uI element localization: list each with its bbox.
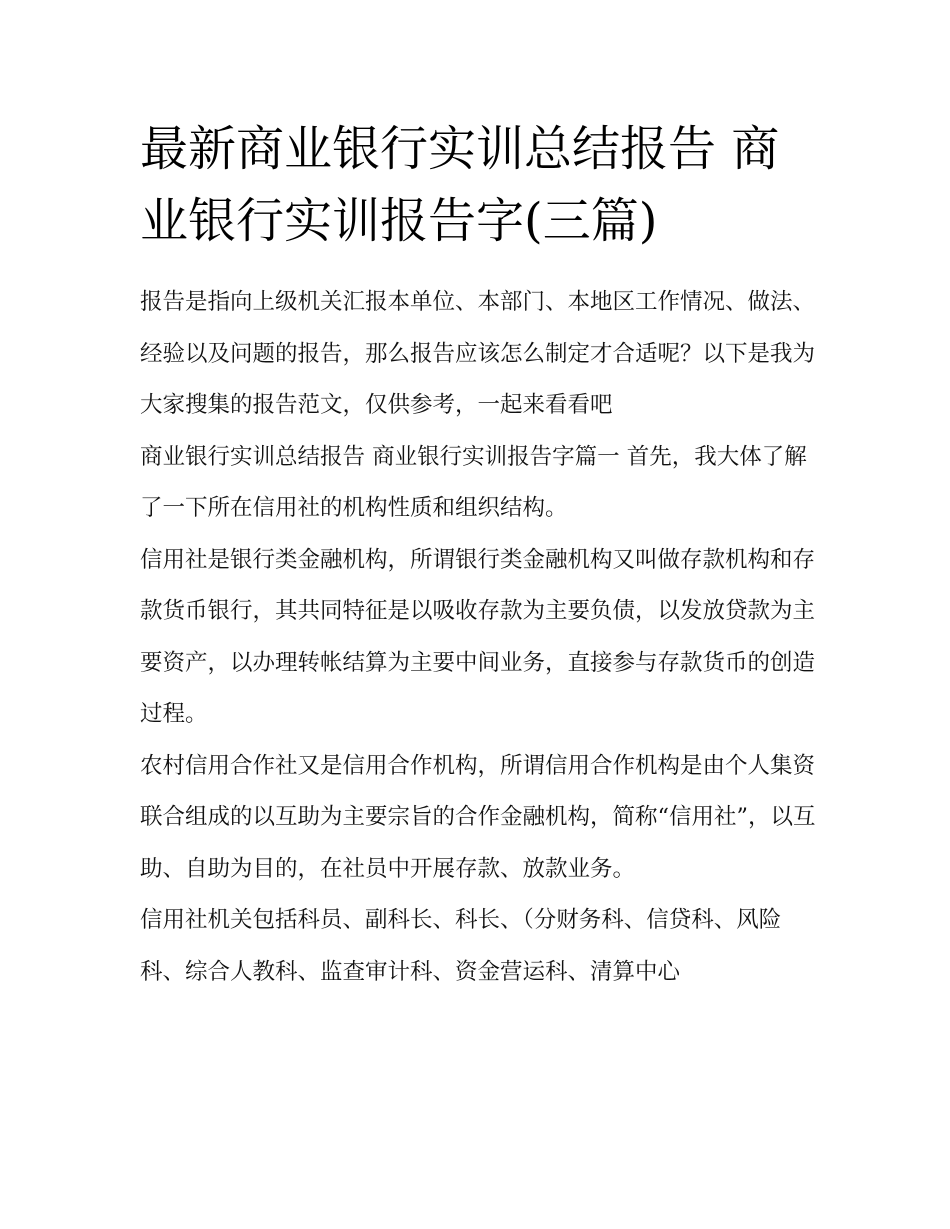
document-content xyxy=(140,113,820,998)
title-line-2: 业银行实训报告字(三篇) xyxy=(140,193,658,249)
title-line-1: 最新商业银行实训总结报告 商 xyxy=(140,121,780,177)
document-body xyxy=(140,277,820,998)
paragraph-intro: 报告是指向上级机关汇报本单位、本部门、本地区工作情况、做法、经验以及问题的报告，那么报告应该怎么制定才合适呢？以下是我为大家搜集的报告范文，仅供参考，一起来看看吧 xyxy=(140,289,816,418)
document-title xyxy=(140,113,820,257)
paragraph-4: 信用社机关包括科员、副科长、科长、（分财务科、信贷科、风险科、综合人教科、监查审计科、资金营运科、清算中心 xyxy=(140,907,782,985)
paragraph-2: 信用社是银行类金融机构，所谓银行类金融机构又叫做存款机构和存款货币银行，其共同特征是以吸收存款为主要负债，以发放贷款为主要资产，以办理转帐结算为主要中间业务，直接参与存款货币的创造过程。 xyxy=(140,546,816,727)
paragraph-3: 农村信用合作社又是信用合作机构，所谓信用合作机构是由个人集资联合组成的以互助为主要宗旨的合作金融机构，简称“信用社”，以互助、自助为目的，在社员中开展存款、放款业务。 xyxy=(140,752,816,882)
paragraph-1: 商业银行实训总结报告 商业银行实训报告字篇一 首先，我大体了解了一下所在信用社的机构性质和组织结构。 xyxy=(140,443,807,521)
